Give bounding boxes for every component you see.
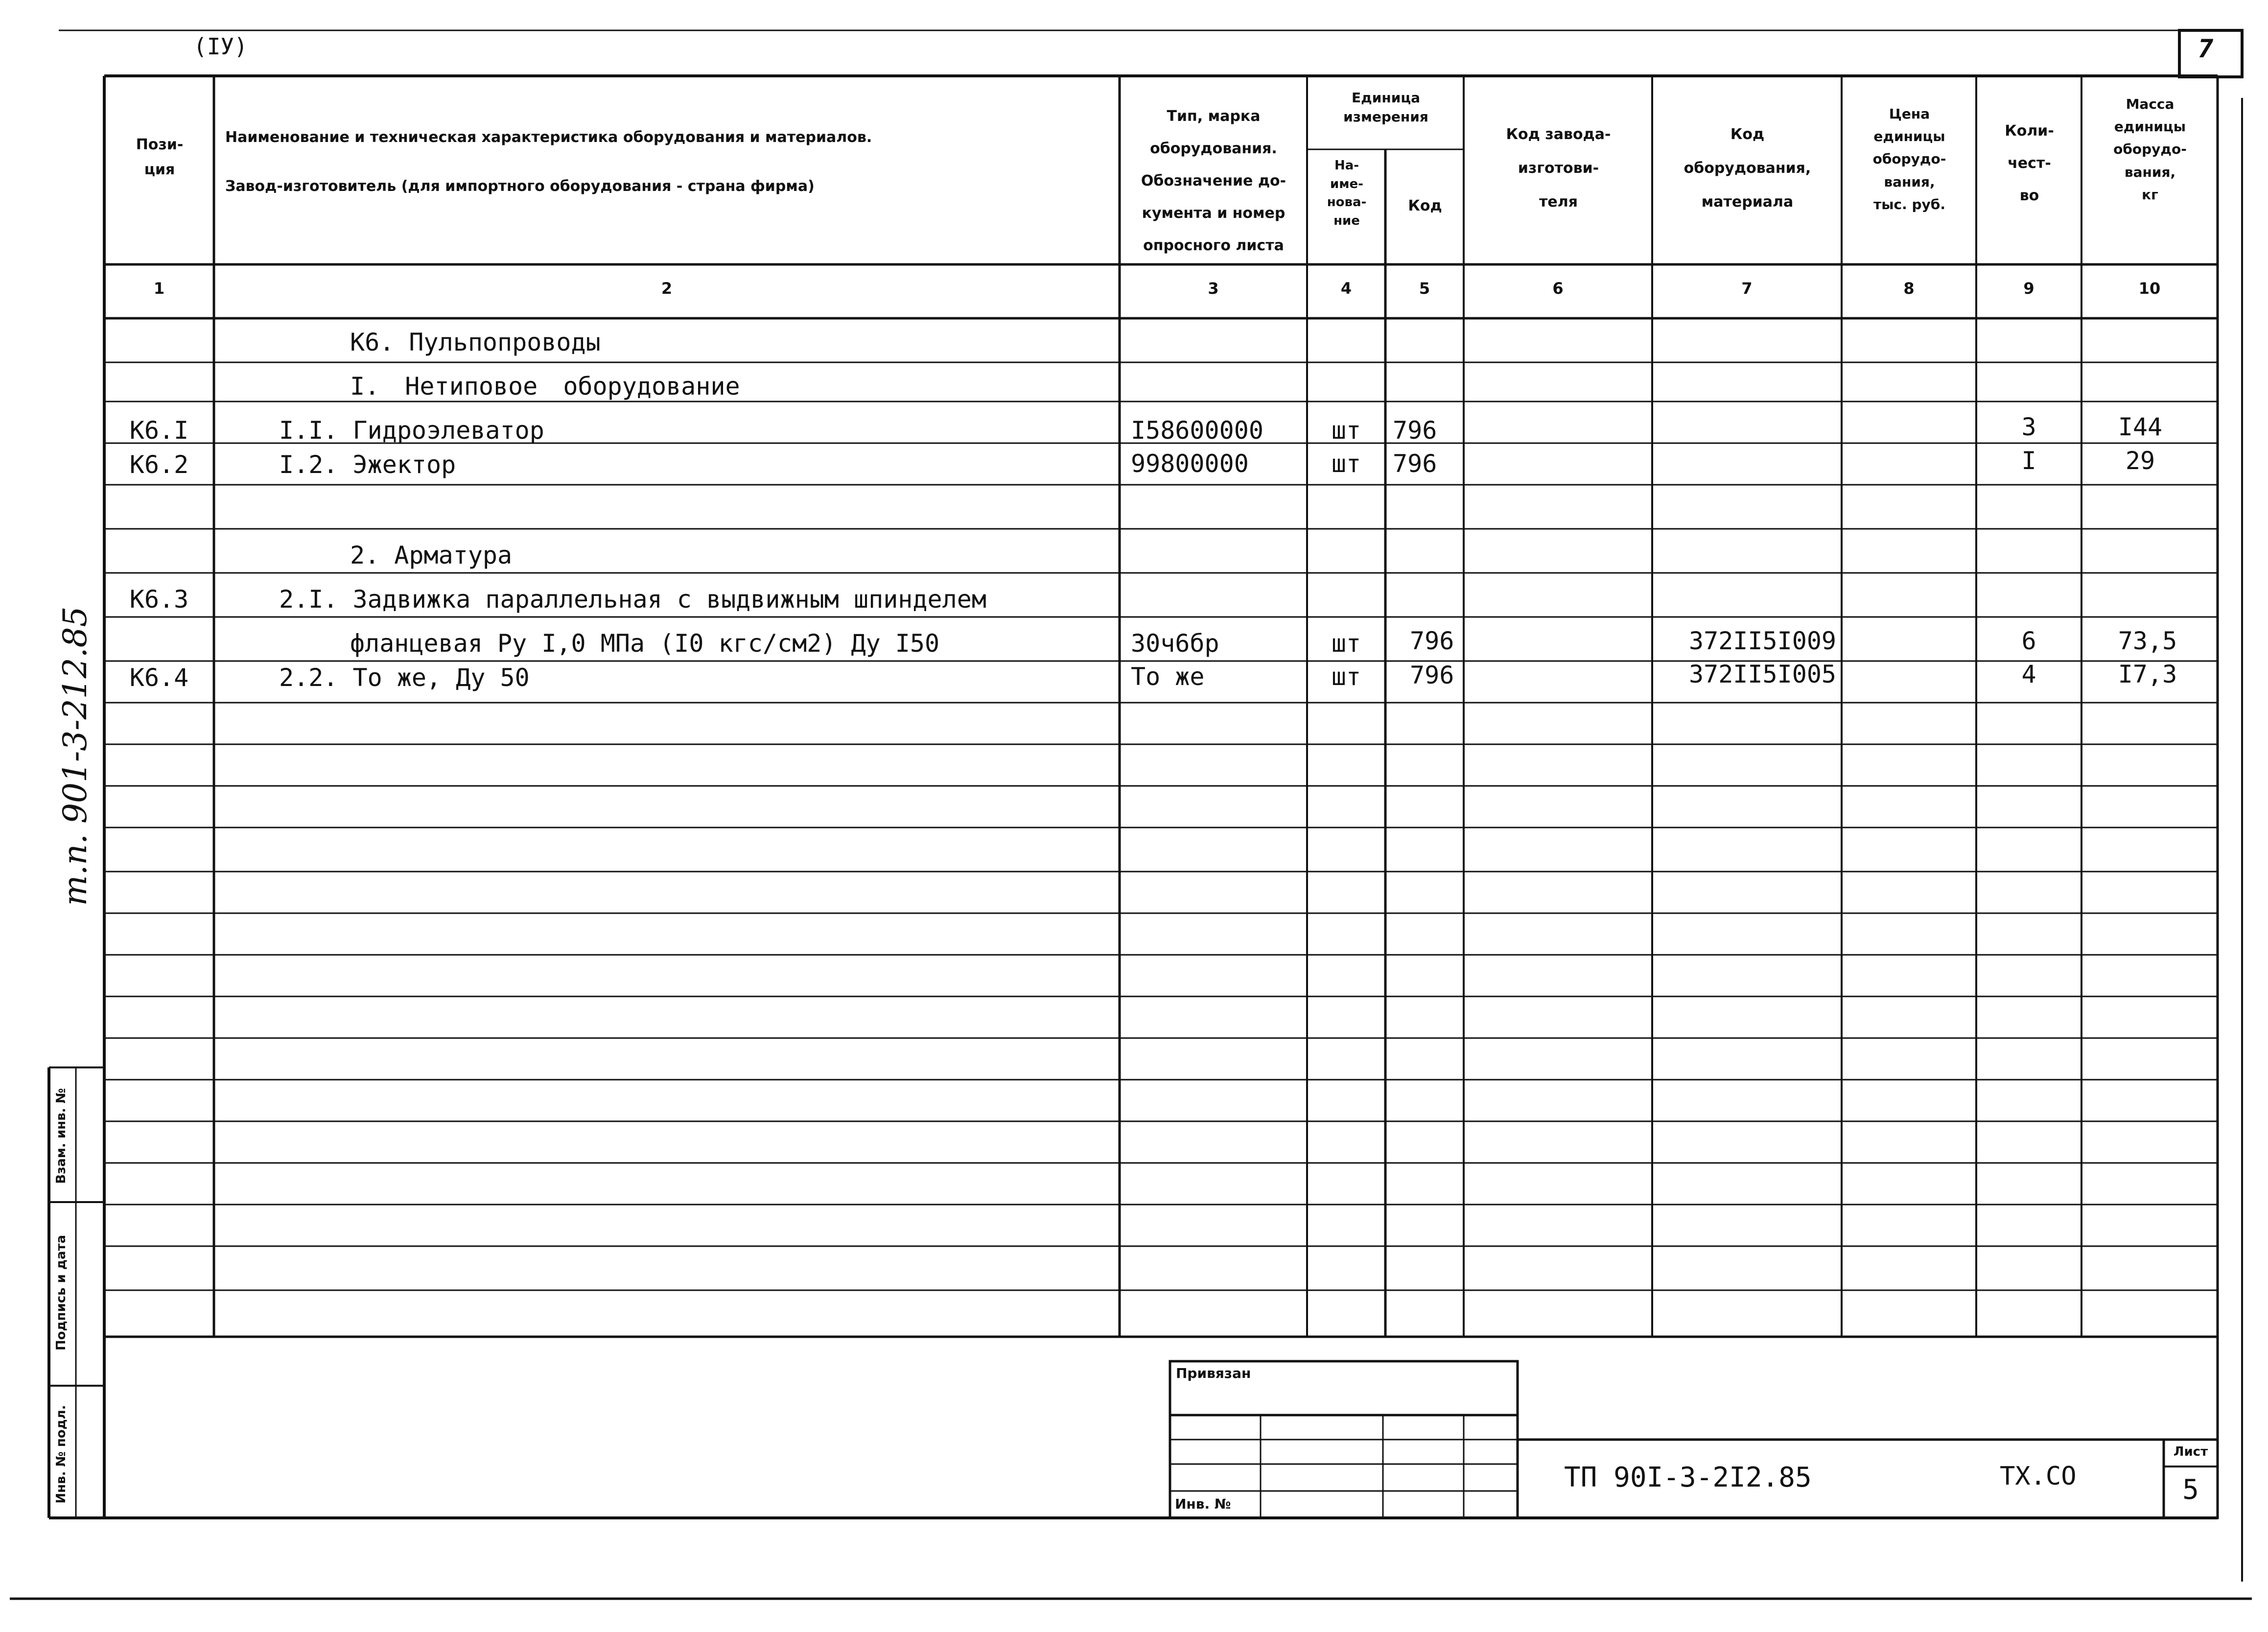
row-type: I58600000 [1131,416,1263,445]
strip-label-signature-date: Подпись и дата [54,1234,69,1351]
header-unit-price: Цена единицы оборудо- вания, тыс. руб. [1872,106,1946,213]
row-quantity: 6 [2021,627,2036,655]
header-name-line2: Завод-изготовитель (для импортного оборудования - страна фирма) [225,178,815,195]
header-unit-name: На- име- нова- ние [1327,158,1367,229]
sheet-number: 5 [2182,1474,2199,1506]
row-type: 99800000 [1131,449,1249,478]
subsection-title: I. Нетиповое оборудование [350,372,740,401]
column-number: 9 [2023,279,2034,298]
row-equipment-code: 372II5I009 [1689,627,1837,655]
column-number: 4 [1340,279,1352,298]
document-code: ТП 90I-3-2I2.85 [1564,1462,1812,1493]
row-mass: 73,5 [2118,627,2177,655]
strip-label-replace-inv: Взам. инв. № [54,1088,69,1184]
column-number: 8 [1903,279,1915,298]
row-unit: шт [1331,629,1361,658]
row-type: То же [1131,662,1205,691]
row-mass: I7,3 [2118,660,2177,688]
row-unit: шт [1331,662,1361,691]
row-name: 2.I. Задвижка параллельная с выдвижным шпинделем [279,585,986,614]
row-name-continued: фланцевая Ру I,0 МПа (I0 кгс/см2) Ду I50 [350,629,940,658]
row-position: К6.2 [129,450,189,479]
header-unit-mass: Масса единицы оборудо- вания, кг [2113,96,2187,203]
header-position: Пози- ция [136,136,184,178]
row-position: К6.I [129,416,189,445]
header-name-line1: Наименование и техническая характеристика оборудования и материалов. [225,129,872,146]
header-equipment-code: Код оборудования, материала [1683,126,1811,211]
row-name: I.I. Гидроэлеватор [279,416,544,445]
row-quantity: I [2021,447,2036,475]
row-unit-code: 796 [1410,627,1454,655]
row-name: I.2. Эжектор [279,450,456,479]
row-equipment-code: 372II5I005 [1689,660,1837,688]
row-mass: I44 [2118,413,2163,441]
row-unit-code: 796 [1393,449,1437,478]
row-position: К6.3 [129,585,189,614]
strip-label-orig-inv: Инв. № подл. [54,1405,69,1504]
corner-page-number: 7 [2198,34,2214,64]
column-number: 6 [1552,279,1564,298]
side-project-stamp: т.п. 901-3-212.85 [56,606,94,906]
section-title: К6. Пульпопроводы [350,328,601,356]
row-unit: шт [1331,416,1361,445]
stamp-inv-label: Инв. № [1175,1496,1231,1512]
row-quantity: 3 [2021,413,2036,441]
column-number: 7 [1741,279,1753,298]
sheet-label: (IУ) [193,33,248,60]
row-mass: 29 [2125,447,2155,475]
row-name: 2.2. То же, Ду 50 [279,663,530,692]
column-number: 1 [153,279,165,298]
row-unit: шт [1331,449,1361,478]
stamp-linked-label: Привязан [1176,1365,1251,1381]
row-type: 30ч6бр [1131,629,1219,658]
header-unit-code: Код [1408,197,1442,214]
row-position: К6.4 [129,663,189,692]
row-unit-code: 796 [1410,661,1454,689]
header-type-mark: Тип, марка оборудования. Обозначение до- кумента и номер опросного листа [1141,108,1286,254]
subsection-title: 2. Арматура [350,541,513,569]
sheet-label-caption: Лист [2173,1444,2208,1459]
header-quantity: Коли- чест- во [2005,122,2054,204]
row-unit-code: 796 [1393,416,1437,445]
row-quantity: 4 [2021,660,2036,688]
column-number: 2 [661,279,673,298]
column-number: 5 [1419,279,1430,298]
header-plant-code: Код завода- изготови- теля [1506,126,1611,211]
header-unit: Единица измерения [1343,90,1428,125]
column-number: 10 [2138,279,2161,298]
set-code: ТХ.СО [2000,1462,2077,1491]
column-number: 3 [1208,279,1219,298]
